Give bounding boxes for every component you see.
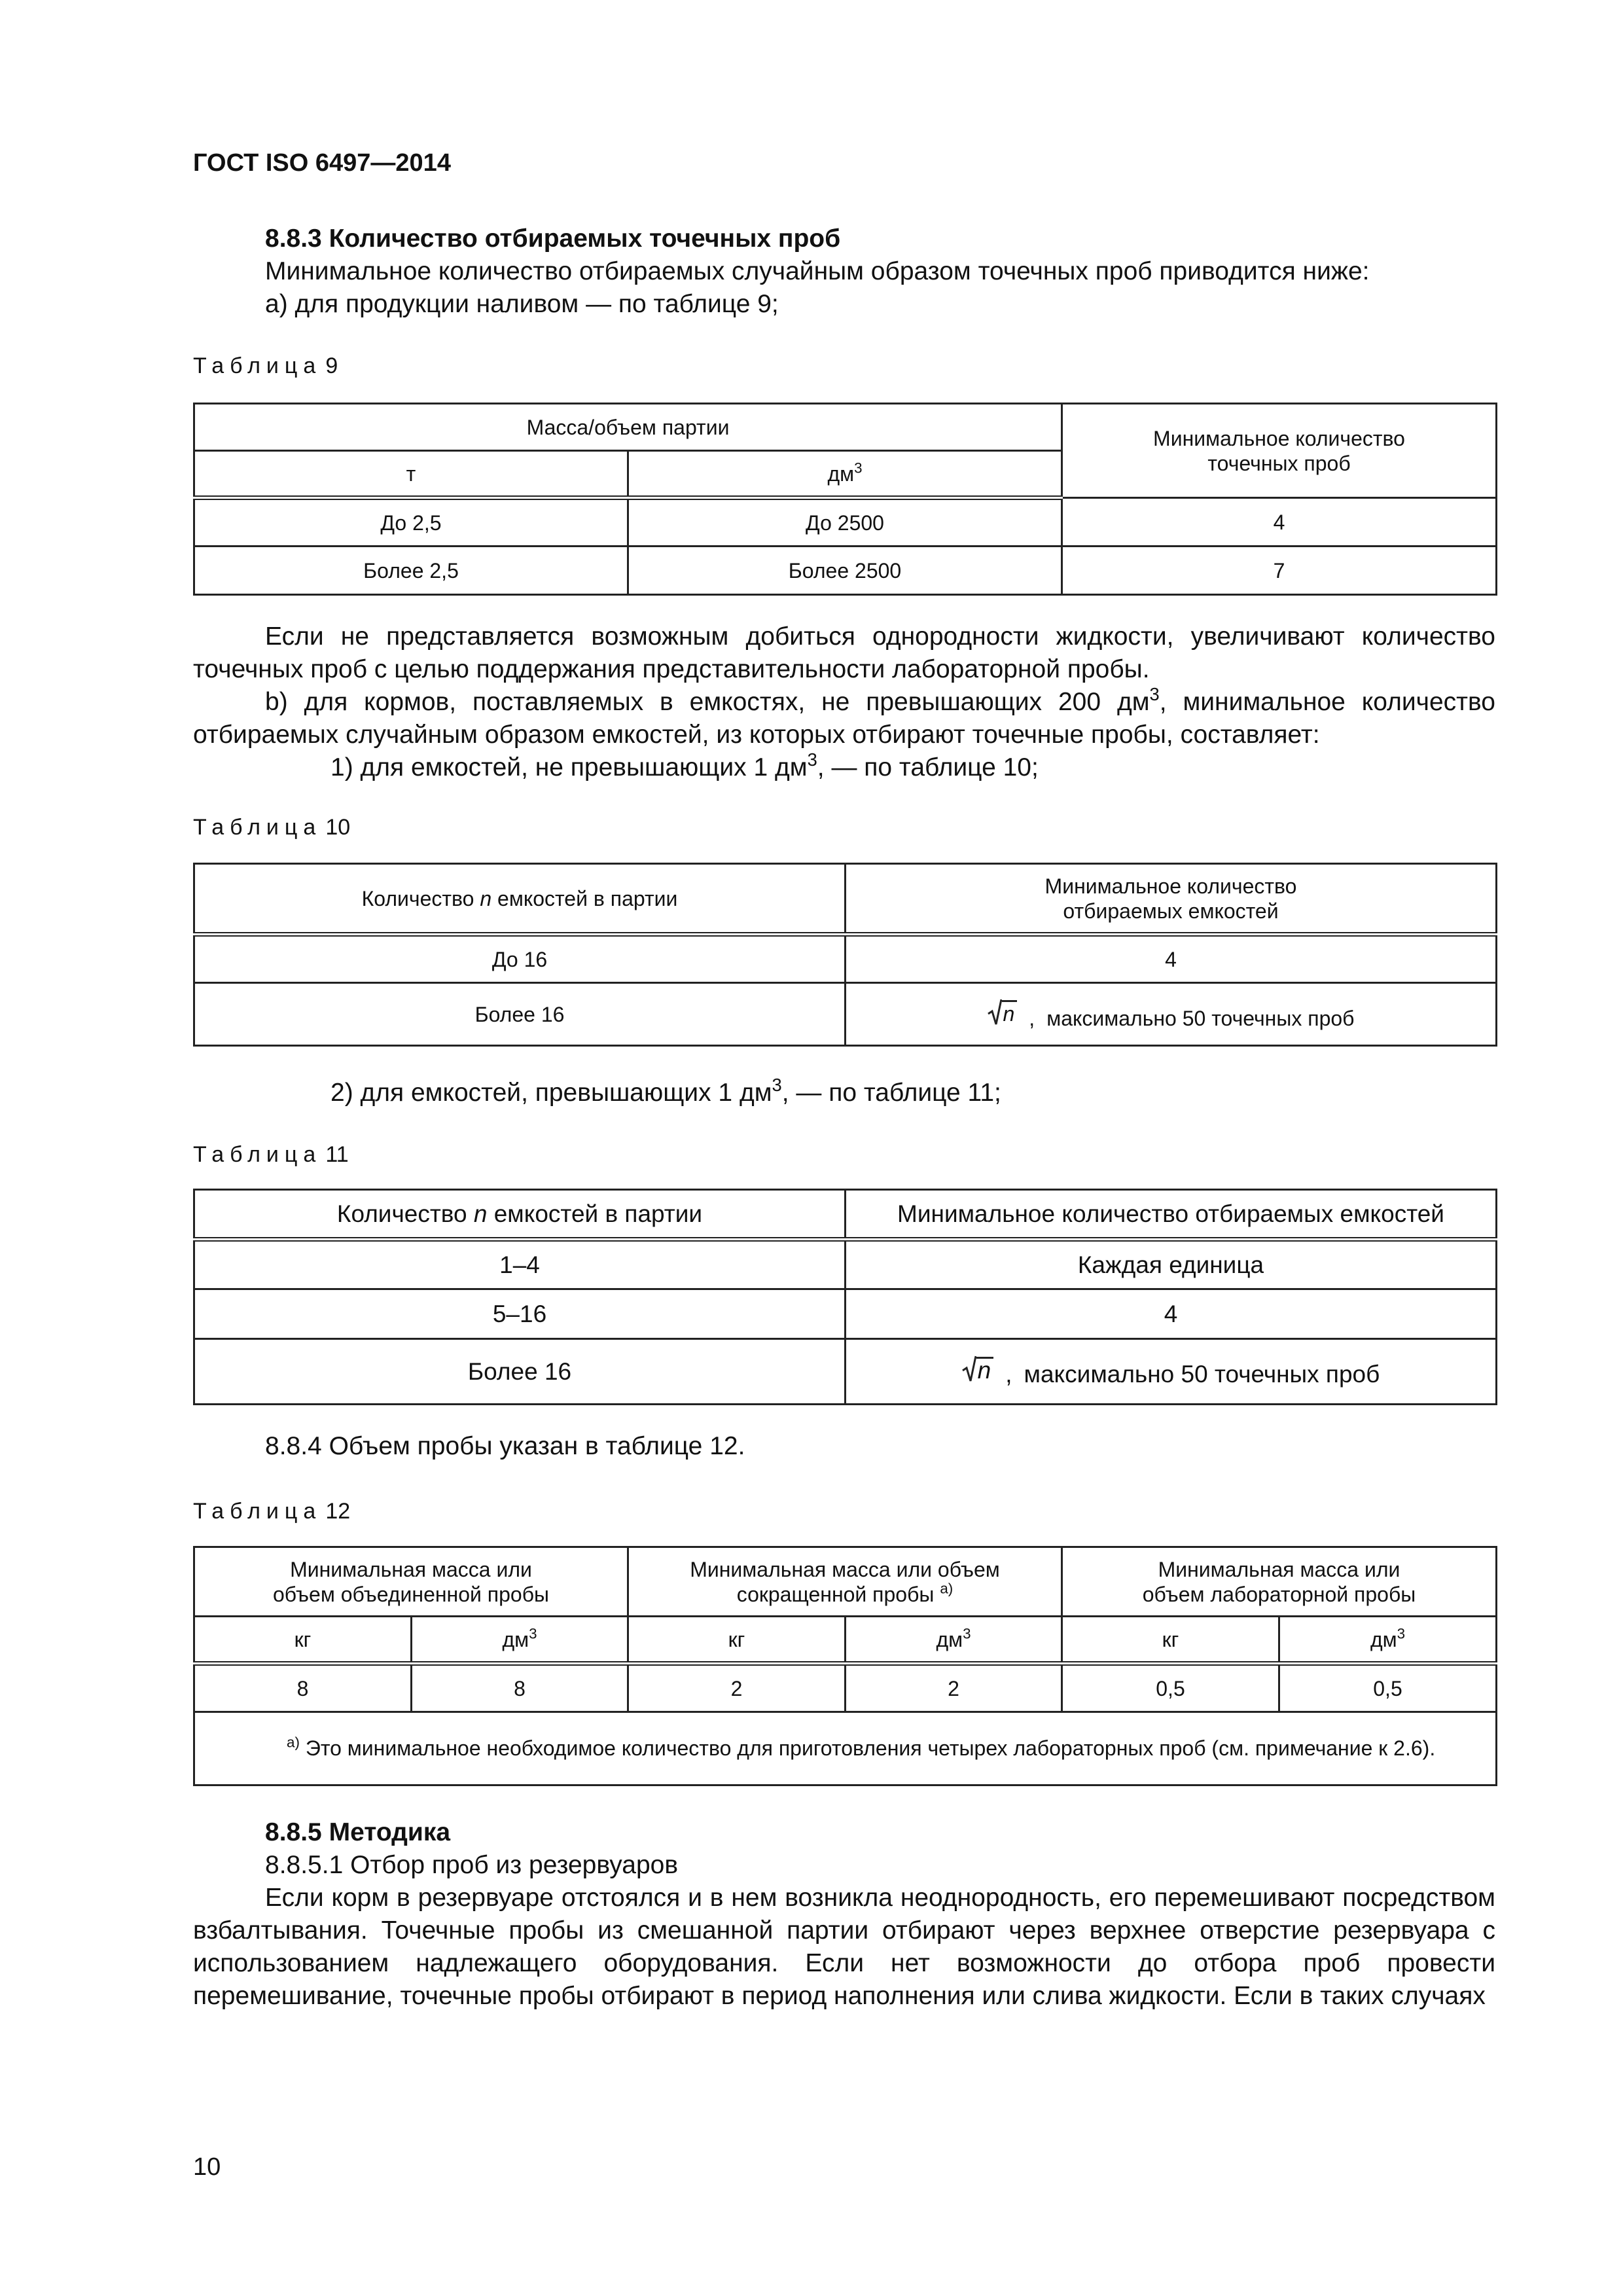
table-12-caption: [193, 1499, 350, 1524]
section-heading: 8.8.3 Количество отбираемых точечных проб: [265, 224, 841, 253]
table-cell: 1–4: [194, 1240, 846, 1289]
paragraph: b) для кормов, поставляемых в емкостях, не превышающих 200 $дм^3$, минимальное количество отбираемых случайным образом емкостей, из которых отбирают точечные пробы, составляет:: [193, 684, 1495, 749]
table-cell: 8: [194, 1664, 412, 1712]
table-10-caption: [193, 815, 350, 840]
caption-word: Таблица: [193, 353, 322, 378]
table-12: [193, 1546, 1497, 1786]
table-cell: Более 2500: [628, 547, 1062, 595]
table-header-cell: Количество n емкостей в партии: [194, 1190, 846, 1240]
section-8-8-3: [193, 223, 1495, 321]
table-footnote-row: [194, 1712, 1497, 1785]
table-header-cell: Масса/объем партии: [194, 404, 1062, 451]
table-cell: Каждая единица: [846, 1240, 1497, 1289]
caption-word: Таблица: [193, 1499, 322, 1524]
caption-word: Таблица: [193, 1142, 322, 1167]
caption-number: 10: [325, 815, 351, 840]
table-header-cell: Минимальное количество отбираемых емкостей: [846, 1190, 1497, 1240]
list-item: 2) для емкостей, превышающих 1 $дм^3$, — по таблице 11;: [330, 1075, 1001, 1107]
table-header-cell: т: [194, 451, 628, 498]
table-footnote: $^{а)}$ Это минимальное необходимое количество для приготовления четырех лабораторных проб (см. примечание к 2.6).: [194, 1712, 1497, 1785]
table-header-cell: кг: [1062, 1617, 1279, 1664]
table-header-cell: Минимальная масса или объем сокращенной пробы $^{а)}$: [628, 1547, 1062, 1617]
table-row: [194, 1240, 1497, 1289]
table-cell: 4: [846, 935, 1497, 983]
table-cell: 4: [846, 1289, 1497, 1339]
table-header-cell: кг: [628, 1617, 846, 1664]
paragraph-block: [193, 1430, 1495, 1463]
sqrt-formula: n: [988, 998, 1018, 1026]
table-cell: 4: [1062, 498, 1497, 547]
table-header-cell: Минимальное количество точечных проб: [1062, 404, 1497, 498]
section-heading: 8.8.5 Методика: [265, 1818, 451, 1846]
table-cell: До 16: [194, 935, 846, 983]
paragraph-block: [193, 1077, 1495, 1109]
sqrt-icon: [988, 998, 1002, 1026]
table-11-caption: [193, 1142, 349, 1168]
table-header-cell: Минимальная масса или объем объединенной пробы: [194, 1547, 628, 1617]
table-row: [194, 983, 1497, 1046]
sqrt-icon: [962, 1355, 976, 1382]
caption-number: 9: [325, 353, 338, 378]
paragraph: Если не представляется возможным добиться однородности жидкости, увеличивают количество точечных проб с целью поддержания представительности лабораторной пробы.: [193, 622, 1495, 683]
table-header-cell: Минимальное количество отбираемых емкостей: [846, 864, 1497, 935]
table-header-cell: Количество n емкостей в партии: [194, 864, 846, 935]
table-cell: 8: [412, 1664, 628, 1712]
paragraph: Минимальное количество отбираемых случайным образом точечных проб приводится ниже:: [265, 257, 1370, 285]
page-number: 10: [193, 2153, 221, 2181]
table-cell: До 2,5: [194, 498, 628, 547]
table-9: [193, 403, 1497, 596]
table-cell: До 2500: [628, 498, 1062, 547]
table-header-cell: $дм^3$: [412, 1617, 628, 1664]
table-header-cell: $дм^3$: [628, 451, 1062, 498]
table-row: [194, 547, 1497, 595]
paragraph: 8.8.4 Объем пробы указан в таблице 12.: [265, 1432, 745, 1460]
table-row: [194, 935, 1497, 983]
caption-number: 12: [325, 1499, 351, 1524]
table-cell: 7: [1062, 547, 1497, 595]
table-cell: Более 16: [194, 1339, 846, 1405]
table-cell: n , максимально 50 точечных проб: [846, 983, 1497, 1046]
sqrt-formula: n: [962, 1355, 994, 1382]
table-cell: 5–16: [194, 1289, 846, 1339]
table-row: [194, 1289, 1497, 1339]
table-cell: n , максимально 50 точечных проб: [846, 1339, 1497, 1405]
table-row: [194, 1339, 1497, 1405]
paragraph-block: [193, 620, 1495, 784]
table-row: [194, 1664, 1497, 1712]
paragraph: Если корм в резервуаре отстоялся и в нем возникла неоднородность, его перемешивают посредством взбалтывания. Точечные пробы из смешанной партии отбирают через верхнее отверстие резервуара с использованием надлежащего оборудования. Если нет возможности до отбора проб провести перемешивание, точечные пробы отбирают в период наполнения или слива жидкости. Если в таких случаях: [193, 1884, 1495, 2010]
section-8-8-5: [193, 1816, 1495, 2013]
table-header-cell: $дм^3$: [846, 1617, 1062, 1664]
table-11: [193, 1189, 1497, 1405]
table-cell: 0,5: [1279, 1664, 1497, 1712]
caption-word: Таблица: [193, 815, 322, 840]
table-header-cell: кг: [194, 1617, 412, 1664]
table-cell: 2: [846, 1664, 1062, 1712]
table-cell: Более 2,5: [194, 547, 628, 595]
caption-number: 11: [325, 1142, 349, 1167]
table-9-caption: [193, 353, 338, 379]
table-row: [194, 498, 1497, 547]
document-header: ГОСТ ISO 6497—2014: [193, 149, 451, 177]
table-cell: Более 16: [194, 983, 846, 1046]
table-cell: 0,5: [1062, 1664, 1279, 1712]
list-item: 1) для емкостей, не превышающих 1 $дм^3$, — по таблице 10;: [330, 749, 1039, 781]
table-10: [193, 863, 1497, 1047]
subsection-heading: 8.8.5.1 Отбор проб из резервуаров: [265, 1851, 679, 1879]
table-header-cell: Минимальная масса или объем лабораторной пробы: [1062, 1547, 1497, 1617]
table-cell: 2: [628, 1664, 846, 1712]
list-item: а) для продукции наливом — по таблице 9;: [265, 290, 779, 318]
table-header-cell: $дм^3$: [1279, 1617, 1497, 1664]
